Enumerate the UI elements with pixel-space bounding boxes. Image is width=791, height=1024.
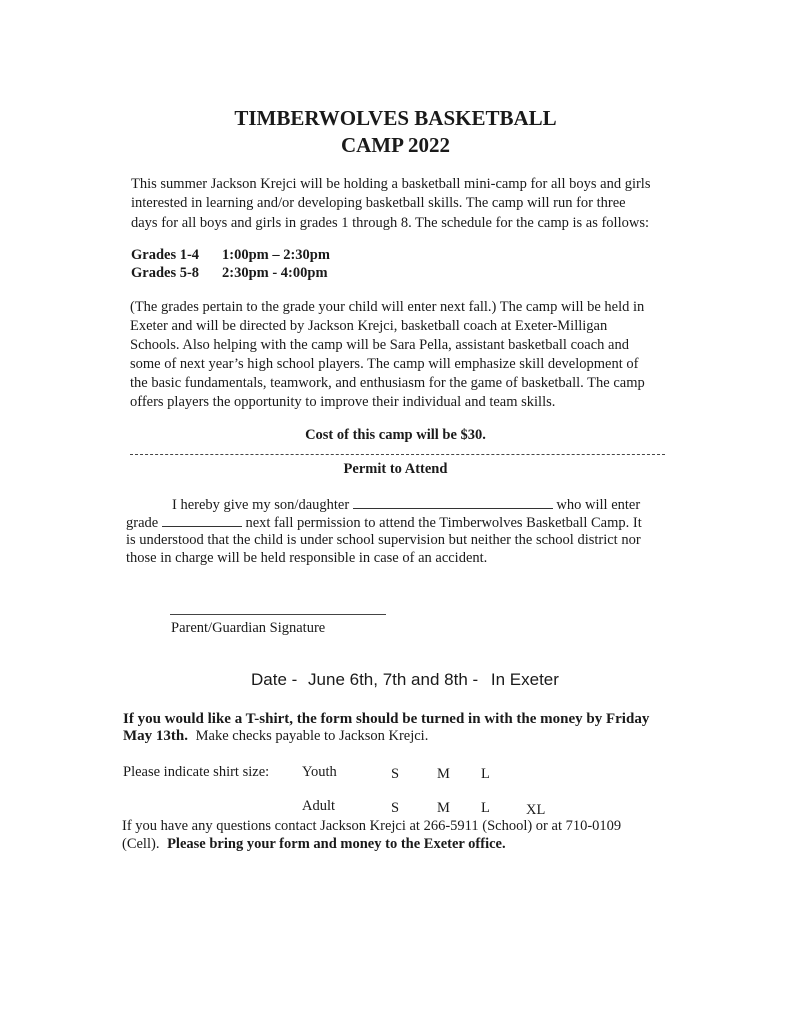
contact-cell: (Cell). bbox=[122, 836, 160, 852]
contact-line-2 bbox=[122, 835, 506, 853]
adult-size-m[interactable]: M bbox=[437, 800, 450, 816]
adult-size-s[interactable]: S bbox=[391, 800, 400, 816]
cut-line bbox=[130, 454, 665, 455]
intro-line-3: days for all boys and girls in grades 1 through 8. The schedule for the camp is as follows: bbox=[131, 215, 649, 231]
adult-size-xl[interactable]: XL bbox=[526, 802, 546, 818]
intro-line-1: This summer Jackson Krejci will be holding a basketball mini-camp for all boys and girls bbox=[131, 176, 651, 192]
schedule-grades-1: Grades 1-4 bbox=[131, 247, 200, 263]
adult-size-l[interactable]: L bbox=[481, 800, 490, 816]
schedule-time-2: 2:30pm - 4:00pm bbox=[222, 265, 328, 281]
title-line-2: CAMP 2022 bbox=[340, 133, 451, 157]
tshirt-line-1: If you would like a T-shirt, the form should be turned in with the money by Friday bbox=[123, 711, 650, 727]
checks-payable: Make checks payable to Jackson Krejci. bbox=[195, 728, 429, 744]
camp-location: In Exeter bbox=[490, 670, 559, 689]
schedule-time-1: 1:00pm – 2:30pm bbox=[222, 247, 330, 263]
details-line-5: the basic fundamentals, teamwork, and enthusiasm for the game of basketball. The camp bbox=[130, 375, 645, 391]
grade-field[interactable] bbox=[162, 512, 242, 527]
schedule-grades-2: Grades 5-8 bbox=[131, 265, 200, 281]
details-line-2: Exeter and will be directed by Jackson Krejci, basketball coach at Exeter-Milligan bbox=[130, 318, 608, 334]
child-name-field[interactable] bbox=[353, 494, 553, 509]
contact-line-1: If you have any questions contact Jackson Krejci at 266-5911 (School) or at 710-0109 bbox=[122, 818, 622, 834]
youth-label: Youth bbox=[302, 764, 337, 780]
permit-line-4: those in charge will be held responsible in case of an accident. bbox=[126, 550, 488, 566]
details-line-3: Schools. Also helping with the camp will be Sara Pella, assistant basketball coach and bbox=[130, 337, 629, 353]
signature-label: Parent/Guardian Signature bbox=[171, 620, 326, 636]
permit-line-2 bbox=[126, 512, 642, 532]
contact-instructions: Please bring your form and money to the Exeter office. bbox=[167, 836, 506, 852]
details-line-6: offers players the opportunity to improve their individual and team skills. bbox=[130, 394, 556, 410]
intro-line-2: interested in learning and/or developing basketball skills. The camp will run for three bbox=[131, 195, 626, 211]
permit-line-1 bbox=[172, 494, 640, 514]
permit-line-2-end: next fall permission to attend the Timberwolves Basketball Camp. It bbox=[245, 515, 642, 531]
youth-size-s[interactable]: S bbox=[391, 766, 400, 782]
title-line-1: TIMBERWOLVES BASKETBALL bbox=[234, 106, 557, 130]
date-label: Date - bbox=[251, 670, 298, 689]
details-line-1: (The grades pertain to the grade your child will enter next fall.) The camp will be held in bbox=[130, 299, 645, 315]
size-prompt: Please indicate shirt size: bbox=[123, 764, 270, 780]
tshirt-deadline: May 13th. bbox=[123, 728, 188, 744]
youth-size-l[interactable]: L bbox=[481, 766, 490, 782]
permit-line-2-start: grade bbox=[126, 515, 159, 531]
details-line-4: some of next year’s high school players. The camp will emphasize skill development of bbox=[130, 356, 639, 372]
youth-size-m[interactable]: M bbox=[437, 766, 450, 782]
permit-line-1-start: I hereby give my son/daughter bbox=[172, 497, 350, 513]
permit-line-1-end: who will enter bbox=[556, 497, 641, 513]
signature-field[interactable] bbox=[170, 614, 386, 615]
camp-dates: June 6th, 7th and 8th - bbox=[308, 670, 479, 689]
permit-heading: Permit to Attend bbox=[343, 461, 448, 477]
tshirt-line-2 bbox=[123, 727, 428, 745]
permit-line-3: is understood that the child is under school supervision but neither the school district nor bbox=[126, 532, 641, 548]
date-line bbox=[251, 670, 559, 690]
cost-line: Cost of this camp will be $30. bbox=[305, 427, 486, 443]
adult-label: Adult bbox=[302, 798, 336, 814]
